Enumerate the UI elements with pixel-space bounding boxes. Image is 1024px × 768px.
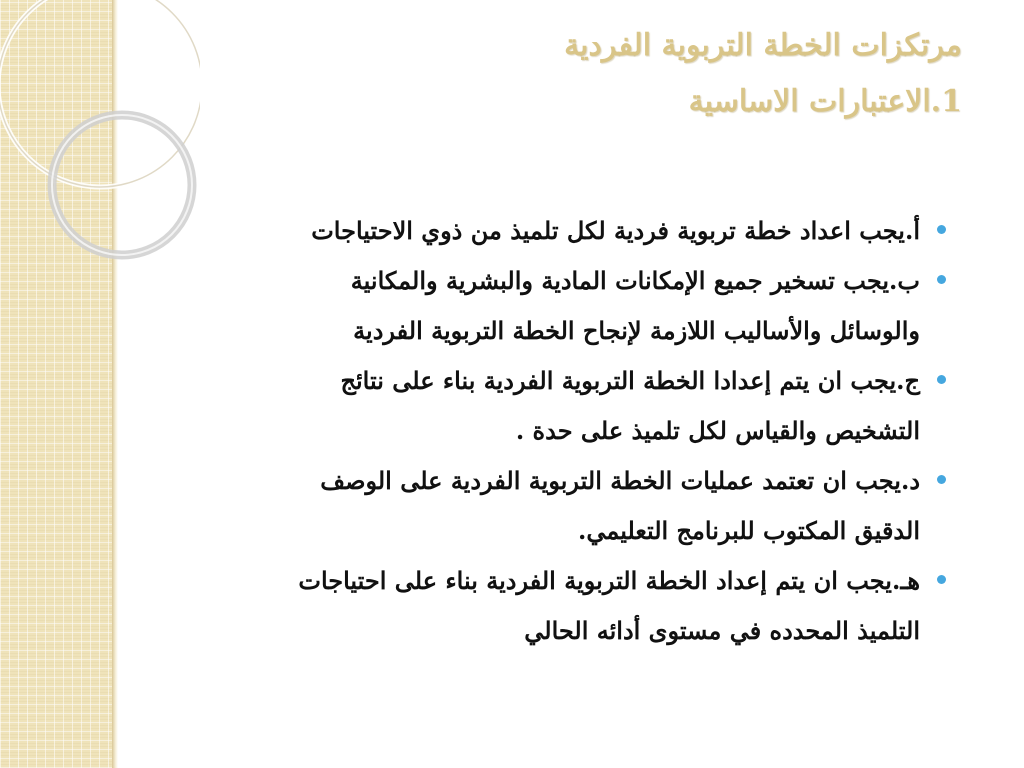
title-block: [262, 18, 962, 130]
bullet-text-line: التلميذ المحدده في مستوى أدائه الحالي: [524, 616, 920, 645]
bullet-item: [98, 456, 928, 556]
bullet-item: [98, 556, 928, 656]
bullet-list: [98, 206, 928, 656]
bullet-dot-icon: [937, 275, 946, 284]
bullet-item: [98, 206, 928, 256]
bullet-dot-icon: [937, 575, 946, 584]
bullet-text-line: ج.يجب ان يتم إعدادا الخطة التربوية الفردية بناء على نتائج: [340, 366, 920, 395]
bullet-text-line: الدقيق المكتوب للبرنامج التعليمي.: [577, 516, 920, 545]
bullet-dot-icon: [937, 475, 946, 484]
bullet-text-line: د.يجب ان تعتمد عمليات الخطة التربوية الفردية على الوصف: [320, 466, 920, 495]
bullet-text-line: أ.يجب اعداد خطة تربوية فردية لكل تلميذ من ذوي الاحتياجات: [311, 216, 920, 245]
bullet-text-line: ب.يجب تسخير جميع الإمكانات المادية والبشرية والمكانية: [350, 266, 920, 295]
bullet-item: [98, 356, 928, 456]
content-area: [98, 206, 928, 656]
bullet-dot-icon: [937, 375, 946, 384]
bullet-text-line: التشخيص والقياس لكل تلميذ على حدة .: [515, 416, 920, 445]
bullet-text-line: والوسائل والأساليب اللازمة لإنجاح الخطة التربوية الفردية: [353, 316, 920, 345]
bullet-text-line: هـ.يجب ان يتم إعداد الخطة التربوية الفردية بناء على احتياجات: [298, 566, 920, 595]
slide-title: مرتكزات الخطة التربوية الفردية: [564, 28, 962, 63]
bullet-dot-icon: [937, 225, 946, 234]
slide-subtitle: 1.الاعتبارات الاساسية: [688, 84, 962, 119]
bullet-item: [98, 256, 928, 356]
